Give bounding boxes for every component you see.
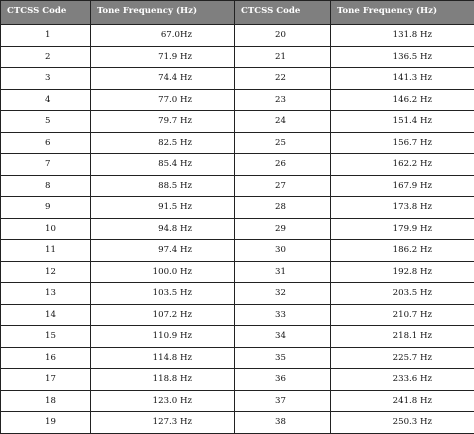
table-row bbox=[1, 304, 474, 326]
cell-ctcss-code-right: 30 bbox=[235, 240, 331, 262]
cell-ctcss-code-right: 33 bbox=[235, 304, 331, 326]
cell-tone-frequency-right: 218.1 Hz bbox=[331, 326, 474, 348]
cell-tone-frequency-left: 110.9 Hz bbox=[91, 326, 235, 348]
cell-ctcss-code-left: 1 bbox=[1, 25, 91, 47]
table-row bbox=[1, 218, 474, 240]
cell-tone-frequency-left: 88.5 Hz bbox=[91, 175, 235, 197]
cell-ctcss-code-left: 16 bbox=[1, 347, 91, 369]
cell-ctcss-code-right: 32 bbox=[235, 283, 331, 305]
cell-tone-frequency-right: 250.3 Hz bbox=[331, 412, 474, 434]
header-tone-frequency-left: Tone Frequency (Hz) bbox=[91, 1, 235, 25]
cell-tone-frequency-left: 123.0 Hz bbox=[91, 390, 235, 412]
cell-tone-frequency-left: 91.5 Hz bbox=[91, 197, 235, 219]
cell-tone-frequency-right: 203.5 Hz bbox=[331, 283, 474, 305]
cell-tone-frequency-right: 146.2 Hz bbox=[331, 89, 474, 111]
cell-ctcss-code-left: 12 bbox=[1, 261, 91, 283]
cell-tone-frequency-right: 151.4 Hz bbox=[331, 111, 474, 133]
header-row bbox=[1, 1, 474, 25]
cell-tone-frequency-left: 85.4 Hz bbox=[91, 154, 235, 176]
cell-ctcss-code-right: 28 bbox=[235, 197, 331, 219]
cell-tone-frequency-right: 186.2 Hz bbox=[331, 240, 474, 262]
cell-ctcss-code-left: 18 bbox=[1, 390, 91, 412]
cell-ctcss-code-right: 22 bbox=[235, 68, 331, 90]
cell-tone-frequency-left: 67.0Hz bbox=[91, 25, 235, 47]
cell-ctcss-code-right: 29 bbox=[235, 218, 331, 240]
cell-tone-frequency-right: 141.3 Hz bbox=[331, 68, 474, 90]
cell-tone-frequency-left: 97.4 Hz bbox=[91, 240, 235, 262]
table-row bbox=[1, 89, 474, 111]
cell-ctcss-code-right: 24 bbox=[235, 111, 331, 133]
cell-ctcss-code-left: 4 bbox=[1, 89, 91, 111]
table-row bbox=[1, 261, 474, 283]
table-row bbox=[1, 412, 474, 434]
header-ctcss-code-right: CTCSS Code bbox=[235, 1, 331, 25]
table-row bbox=[1, 175, 474, 197]
cell-ctcss-code-left: 13 bbox=[1, 283, 91, 305]
cell-ctcss-code-right: 31 bbox=[235, 261, 331, 283]
cell-tone-frequency-left: 77.0 Hz bbox=[91, 89, 235, 111]
cell-ctcss-code-right: 27 bbox=[235, 175, 331, 197]
cell-tone-frequency-left: 100.0 Hz bbox=[91, 261, 235, 283]
cell-tone-frequency-left: 114.8 Hz bbox=[91, 347, 235, 369]
cell-ctcss-code-right: 23 bbox=[235, 89, 331, 111]
cell-ctcss-code-left: 5 bbox=[1, 111, 91, 133]
table-body bbox=[1, 25, 474, 434]
table-row bbox=[1, 197, 474, 219]
cell-ctcss-code-right: 21 bbox=[235, 46, 331, 68]
cell-ctcss-code-left: 2 bbox=[1, 46, 91, 68]
cell-ctcss-code-right: 34 bbox=[235, 326, 331, 348]
table-row bbox=[1, 46, 474, 68]
table-row bbox=[1, 25, 474, 47]
cell-tone-frequency-left: 118.8 Hz bbox=[91, 369, 235, 391]
cell-tone-frequency-left: 107.2 Hz bbox=[91, 304, 235, 326]
cell-ctcss-code-right: 35 bbox=[235, 347, 331, 369]
table-row bbox=[1, 68, 474, 90]
table-row bbox=[1, 283, 474, 305]
cell-ctcss-code-left: 6 bbox=[1, 132, 91, 154]
cell-ctcss-code-right: 26 bbox=[235, 154, 331, 176]
cell-tone-frequency-left: 82.5 Hz bbox=[91, 132, 235, 154]
cell-tone-frequency-left: 79.7 Hz bbox=[91, 111, 235, 133]
cell-tone-frequency-right: 179.9 Hz bbox=[331, 218, 474, 240]
cell-tone-frequency-right: 210.7 Hz bbox=[331, 304, 474, 326]
cell-tone-frequency-right: 156.7 Hz bbox=[331, 132, 474, 154]
cell-ctcss-code-right: 20 bbox=[235, 25, 331, 47]
table-header bbox=[1, 1, 474, 25]
table-row bbox=[1, 326, 474, 348]
table-row bbox=[1, 132, 474, 154]
cell-tone-frequency-right: 162.2 Hz bbox=[331, 154, 474, 176]
cell-ctcss-code-left: 9 bbox=[1, 197, 91, 219]
cell-tone-frequency-left: 71.9 Hz bbox=[91, 46, 235, 68]
cell-ctcss-code-right: 38 bbox=[235, 412, 331, 434]
cell-tone-frequency-right: 192.8 Hz bbox=[331, 261, 474, 283]
cell-tone-frequency-left: 127.3 Hz bbox=[91, 412, 235, 434]
cell-tone-frequency-right: 225.7 Hz bbox=[331, 347, 474, 369]
cell-ctcss-code-left: 7 bbox=[1, 154, 91, 176]
header-ctcss-code-left: CTCSS Code bbox=[1, 1, 91, 25]
cell-ctcss-code-right: 37 bbox=[235, 390, 331, 412]
cell-tone-frequency-right: 241.8 Hz bbox=[331, 390, 474, 412]
cell-ctcss-code-right: 25 bbox=[235, 132, 331, 154]
cell-ctcss-code-right: 36 bbox=[235, 369, 331, 391]
cell-ctcss-code-left: 15 bbox=[1, 326, 91, 348]
cell-ctcss-code-left: 10 bbox=[1, 218, 91, 240]
cell-ctcss-code-left: 19 bbox=[1, 412, 91, 434]
cell-tone-frequency-right: 173.8 Hz bbox=[331, 197, 474, 219]
cell-ctcss-code-left: 11 bbox=[1, 240, 91, 262]
header-tone-frequency-right: Tone Frequency (Hz) bbox=[331, 1, 474, 25]
table-row bbox=[1, 154, 474, 176]
cell-tone-frequency-left: 74.4 Hz bbox=[91, 68, 235, 90]
cell-ctcss-code-left: 17 bbox=[1, 369, 91, 391]
cell-tone-frequency-right: 167.9 Hz bbox=[331, 175, 474, 197]
table-row bbox=[1, 369, 474, 391]
table-row bbox=[1, 347, 474, 369]
cell-tone-frequency-right: 131.8 Hz bbox=[331, 25, 474, 47]
cell-ctcss-code-left: 14 bbox=[1, 304, 91, 326]
table-row bbox=[1, 111, 474, 133]
cell-tone-frequency-right: 233.6 Hz bbox=[331, 369, 474, 391]
cell-ctcss-code-left: 8 bbox=[1, 175, 91, 197]
table-row bbox=[1, 240, 474, 262]
table-row bbox=[1, 390, 474, 412]
cell-tone-frequency-left: 94.8 Hz bbox=[91, 218, 235, 240]
cell-tone-frequency-left: 103.5 Hz bbox=[91, 283, 235, 305]
cell-tone-frequency-right: 136.5 Hz bbox=[331, 46, 474, 68]
cell-ctcss-code-left: 3 bbox=[1, 68, 91, 90]
